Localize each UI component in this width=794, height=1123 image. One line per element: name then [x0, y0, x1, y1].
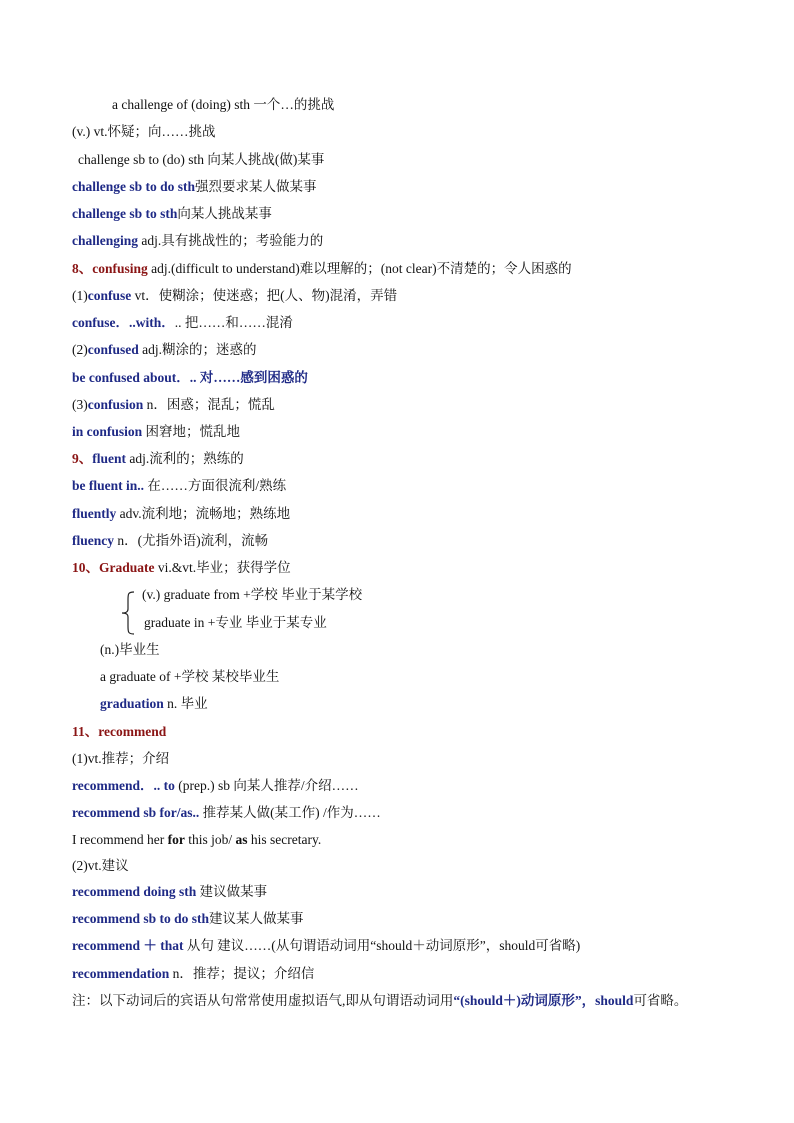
- line-text: adv.流利地；流畅地；熟练地: [116, 506, 291, 521]
- text-line: [72, 423, 240, 441]
- line-text: adj.(difficult to understand)难以理解的；(not clear)不清楚的；令人困惑的: [147, 261, 572, 276]
- keyword: as: [235, 832, 248, 847]
- keyword: graduation: [100, 696, 164, 711]
- line-text: 从句 建议……(从句谓语动词用“should＋动词原形”，should可省略): [183, 938, 581, 953]
- line-text: 注：以下动词后的宾语从句常常使用虚拟语气,即从句谓语动词用: [72, 993, 454, 1008]
- text-line: [72, 341, 257, 359]
- line-text: vt．使糊涂；使迷惑；把(人、物)混淆，弄错: [131, 288, 398, 303]
- text-line: [72, 314, 293, 332]
- text-line: [112, 96, 334, 114]
- line-text: this job/: [184, 832, 236, 847]
- line-text: n．推荐；提议；介绍信: [169, 966, 315, 981]
- keyword: challenge sb to sth: [72, 206, 178, 221]
- keyword: challenge sb to do sth: [72, 179, 196, 194]
- text-line: [100, 641, 160, 659]
- text-line: [72, 287, 397, 305]
- text-line: [72, 723, 166, 741]
- text-line: [144, 614, 327, 632]
- line-text: 强烈要求某人做某事: [195, 179, 317, 194]
- text-line: [72, 178, 317, 196]
- line-text: vi.&vt.毕业；获得学位: [154, 560, 291, 575]
- line-text: adj.具有挑战性的；考验能力的: [138, 233, 324, 248]
- line-text: n．困惑；混乱；慌乱: [143, 397, 275, 412]
- line-text: his secretary.: [247, 832, 322, 847]
- keyword: confusion: [87, 397, 144, 412]
- keyword: 9、: [72, 451, 93, 466]
- text-line: [78, 151, 324, 169]
- line-text: 在……方面很流利/熟练: [144, 478, 287, 493]
- text-line: [72, 260, 572, 278]
- line-text: 可省略。: [633, 993, 688, 1008]
- keyword: be fluent in..: [72, 478, 145, 493]
- text-line: [72, 777, 359, 795]
- text-line: [72, 992, 687, 1010]
- text-line: [72, 396, 275, 414]
- keyword: challenging: [72, 233, 139, 248]
- text-line: [72, 232, 323, 250]
- text-line: [72, 857, 129, 875]
- line-text: a graduate of +学校 某校毕业生: [100, 669, 280, 684]
- line-text: 困窘地；慌乱地: [142, 424, 241, 439]
- brace-bracket: [120, 590, 138, 636]
- text-line: [72, 205, 272, 223]
- line-text: 向某人挑战某事: [177, 206, 272, 221]
- line-text: (1): [72, 288, 88, 303]
- line-text: 建议做某事: [196, 884, 268, 899]
- line-text: adj.流利的；熟练的: [126, 451, 244, 466]
- line-text: (n.)毕业生: [100, 642, 160, 657]
- line-text: adj.糊涂的；迷惑的: [138, 342, 257, 357]
- keyword: confused: [87, 342, 139, 357]
- keyword: recommend sb to do sth: [72, 911, 210, 926]
- text-line: [72, 831, 321, 849]
- text-line: [100, 668, 279, 686]
- line-text: (3): [72, 397, 88, 412]
- keyword: recommendation: [72, 966, 170, 981]
- text-line: [72, 750, 169, 768]
- keyword: recommend．.. to: [72, 778, 175, 793]
- keyword: recommend doing sth: [72, 884, 197, 899]
- keyword: fluency: [72, 533, 114, 548]
- line-text: n. 毕业: [163, 696, 208, 711]
- line-text: n．(尤指外语)流利，流畅: [114, 533, 269, 548]
- line-text: (2)vt.建议: [72, 858, 129, 873]
- keyword: for: [167, 832, 185, 847]
- keyword: fluent: [92, 451, 126, 466]
- line-text: (v.) graduate from +学校 毕业于某学校: [142, 587, 363, 602]
- text-line: [72, 910, 304, 928]
- line-text: (1)vt.推荐；介绍: [72, 751, 170, 766]
- line-text: (prep.) sb 向某人推荐/介绍……: [174, 778, 359, 793]
- text-line: [72, 937, 580, 955]
- keyword: 10、Graduate: [72, 560, 155, 575]
- keyword: be confused about．.. 对……感到困惑的: [72, 370, 308, 385]
- line-text: challenge sb to (do) sth 向某人挑战(做)某事: [78, 152, 325, 167]
- text-line: [72, 965, 314, 983]
- text-line: [142, 586, 362, 604]
- text-line: [72, 532, 268, 550]
- line-text: graduate in +专业 毕业于某专业: [144, 615, 327, 630]
- keyword: “(should＋)动词原形”，should: [453, 993, 634, 1008]
- keyword: confuse．..with．: [72, 315, 175, 330]
- text-line: [72, 123, 216, 141]
- line-text: 推荐某人做(某工作) /作为……: [199, 805, 381, 820]
- text-line: [72, 883, 267, 901]
- text-line: [100, 695, 208, 713]
- line-text: .. 把……和……混淆: [174, 315, 293, 330]
- text-line: [72, 369, 308, 387]
- text-line: [72, 559, 291, 577]
- keyword: confuse: [87, 288, 132, 303]
- line-text: (v.) vt.怀疑；向……挑战: [72, 124, 216, 139]
- text-line: [72, 477, 286, 495]
- keyword: in confusion: [72, 424, 143, 439]
- keyword: fluently: [72, 506, 117, 521]
- keyword: recommend sb for/as..: [72, 805, 200, 820]
- text-line: [72, 804, 381, 822]
- keyword: 8、confusing: [72, 261, 148, 276]
- line-text: a challenge of (doing) sth 一个…的挑战: [112, 97, 335, 112]
- line-text: (2): [72, 342, 88, 357]
- keyword: recommend ＋ that: [72, 938, 184, 953]
- text-line: [72, 505, 290, 523]
- text-line: [72, 450, 244, 468]
- line-text: 建议某人做某事: [209, 911, 304, 926]
- keyword: 11、recommend: [72, 724, 167, 739]
- line-text: I recommend her: [72, 832, 168, 847]
